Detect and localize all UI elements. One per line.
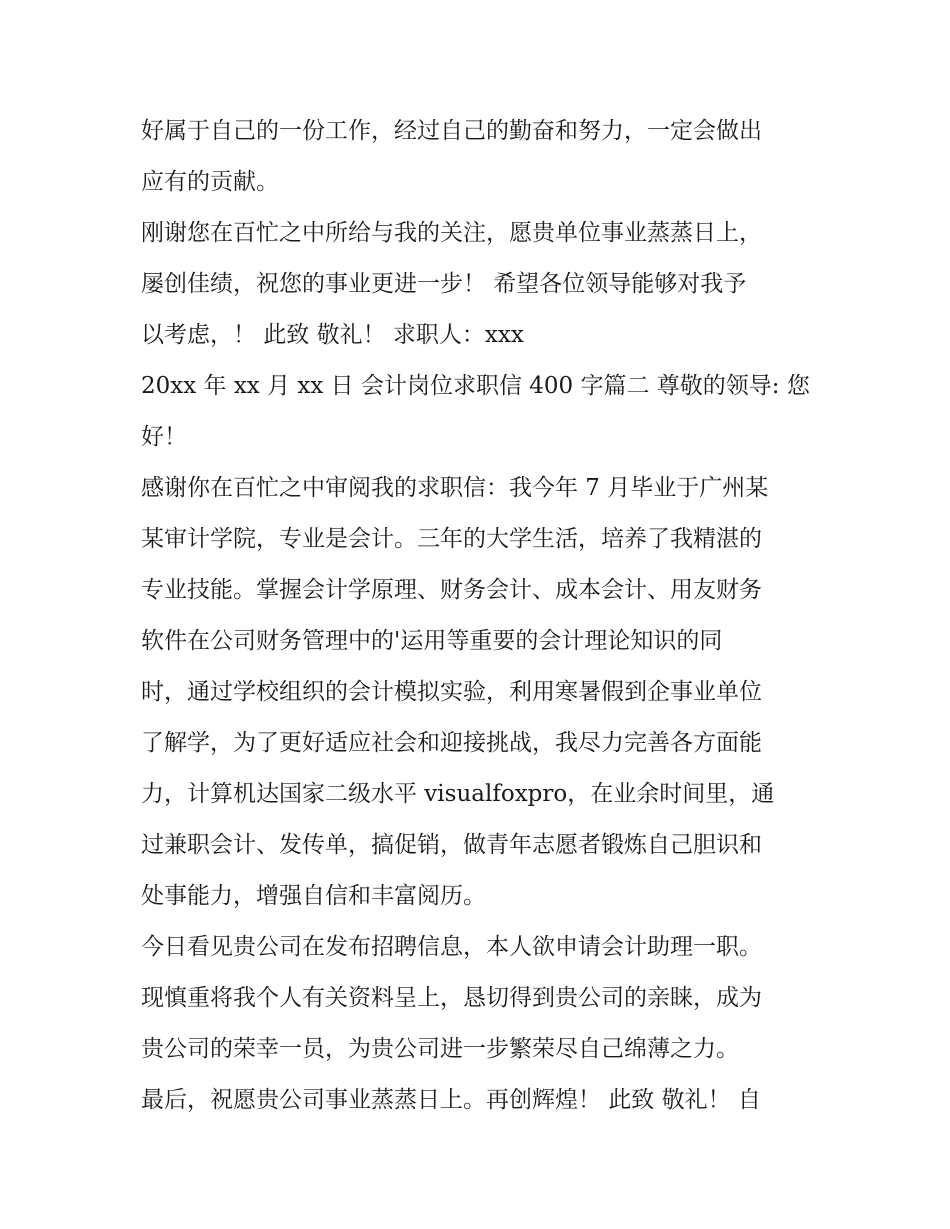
text-line: 过兼职会计、发传单，搞促销，做青年志愿者锻炼自己胆识和 [141, 832, 762, 858]
text-line: 力，计算机达国家二级水平 visualfoxpro，在业余时间里，通 [141, 781, 775, 807]
text-line: 感谢你在百忙之中审阅我的求职信：我今年 7 月毕业于广州某 [141, 475, 769, 501]
text-line: 处事能力，增强自信和丰富阅历。 [141, 883, 486, 909]
text-line: 贵公司的荣幸一员，为贵公司进一步繁荣尽自己绵薄之力。 [141, 1036, 739, 1062]
text-line: 现慎重将我个人有关资料呈上，恳切得到贵公司的亲睐，成为 [141, 985, 762, 1011]
text-line: 应有的贡献。 [141, 169, 279, 195]
text-line: 今日看见贵公司在发布招聘信息，本人欲申请会计助理一职。 [141, 934, 762, 960]
text-line: 以考虑，！ 此致 敬礼！ 求职人：xxx [141, 322, 524, 348]
text-line: 最后，祝愿贵公司事业蒸蒸日上。再创辉煌！ 此致 敬礼！ 自 [141, 1087, 761, 1113]
text-line: 好属于自己的一份工作，经过自己的勤奋和努力，一定会做出 [141, 118, 762, 144]
text-line: 时，通过学校组织的会计模拟实验，利用寒暑假到企事业单位 [141, 679, 762, 705]
text-line: 了解学，为了更好适应社会和迎接挑战，我尽力完善各方面能 [141, 730, 762, 756]
letter-body [141, 106, 821, 1126]
text-line: 20xx 年 xx 月 xx 日 会计岗位求职信 400 字篇二 尊敬的领导: 您 [141, 373, 810, 399]
text-line: 屡创佳绩，祝您的事业更进一步！ 希望各位领导能够对我予 [141, 271, 747, 297]
text-line: 某审计学院，专业是会计。三年的大学生活，培养了我精湛的 [141, 526, 762, 552]
text-line: 软件在公司财务管理中的'运用等重要的会计理论知识的同 [141, 628, 723, 654]
text-line: 好！ [141, 424, 187, 450]
text-line: 刚谢您在百忙之中所给与我的关注，愿贵单位事业蒸蒸日上， [141, 220, 762, 246]
text-line: 专业技能。掌握会计学原理、财务会计、成本会计、用友财务 [141, 577, 762, 603]
